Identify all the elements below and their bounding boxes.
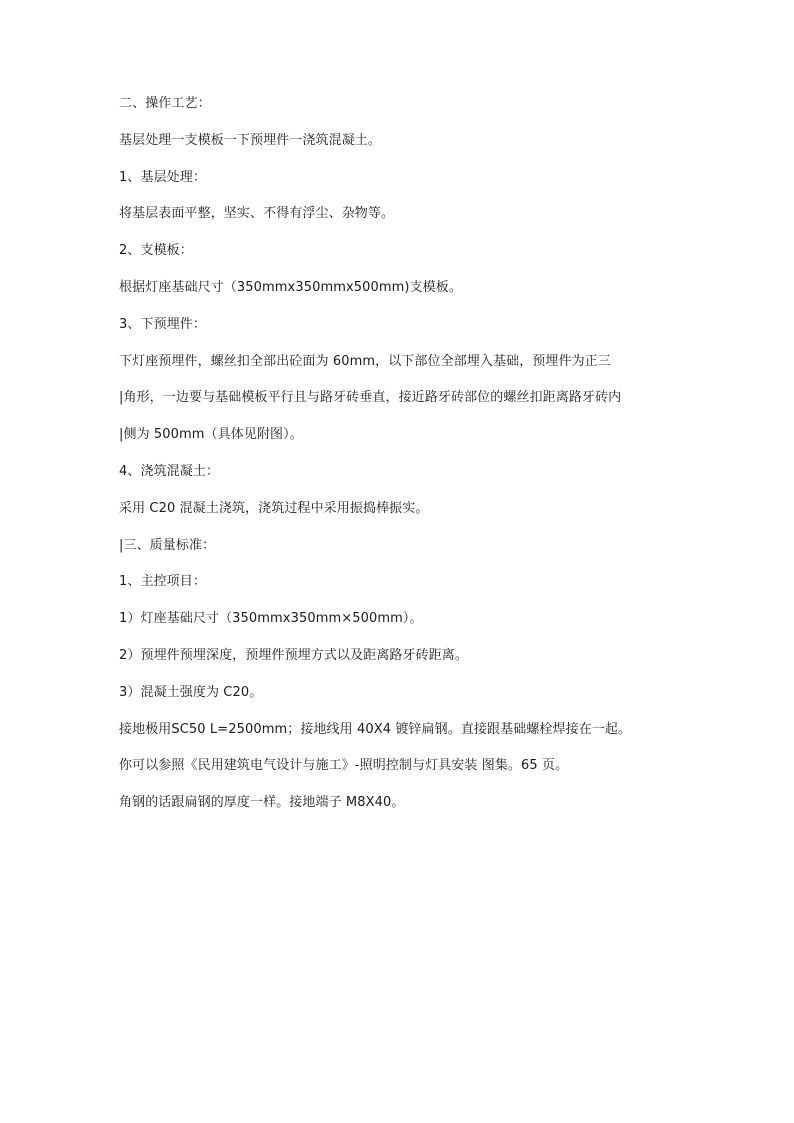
step-text-embedded-1: 下灯座预埋件，螺丝扣全部出砼面为 60mm，以下部位全部埋入基础，预埋件为正三 <box>119 353 611 369</box>
note-reference: 你可以参照《民用建筑电气设计与施工》-照明控制与灯具安装 图集。65 页。 <box>119 758 569 774</box>
document-body <box>119 96 679 832</box>
step-heading-embedded: 3、下预埋件： <box>119 316 206 332</box>
quality-item-2: 2）预埋件预埋深度，预埋件预埋方式以及距离路牙砖距离。 <box>119 647 468 663</box>
quality-item-3: 3）混凝土强度为 C20。 <box>119 684 263 700</box>
note-angle-steel: 角钢的话跟扁钢的厚度一样。接地端子 M8X40。 <box>119 795 405 811</box>
note-grounding: 接地极用SC50 L=2500mm；接地线用 40X4 镀锌扁钢。直接跟基础螺栓焊接在一起。 <box>119 721 632 737</box>
step-text-formwork: 根据灯座基础尺寸（350mmx350mmx500mm)支模板。 <box>119 279 462 295</box>
section-heading-quality: |三、质量标准： <box>119 537 216 553</box>
step-text-concrete: 采用 C20 混凝土浇筑，浇筑过程中采用振捣棒振实。 <box>119 500 429 516</box>
step-heading-formwork: 2、支模板： <box>119 243 193 259</box>
process-flow: 基层处理一支模板一下预埋件一浇筑混凝土。 <box>119 132 382 148</box>
step-text-embedded-2: |角形，一边要与基础模板平行且与路牙砖垂直，接近路牙砖部位的螺丝扣距离路牙砖内 <box>119 390 622 406</box>
step-text-base: 将基层表面平整，坚实、不得有浮尘、杂物等。 <box>119 206 395 222</box>
quality-heading-main: 1、主控项目： <box>119 574 206 590</box>
step-heading-concrete: 4、浇筑混凝土： <box>119 463 220 479</box>
step-text-embedded-3: |侧为 500mm（具体见附图）。 <box>119 427 303 443</box>
step-heading-base: 1、基层处理： <box>119 169 206 185</box>
quality-item-1: 1）灯座基础尺寸（350mmx350mm×500mm）。 <box>119 611 423 627</box>
section-heading-process: 二、操作工艺： <box>119 96 211 111</box>
